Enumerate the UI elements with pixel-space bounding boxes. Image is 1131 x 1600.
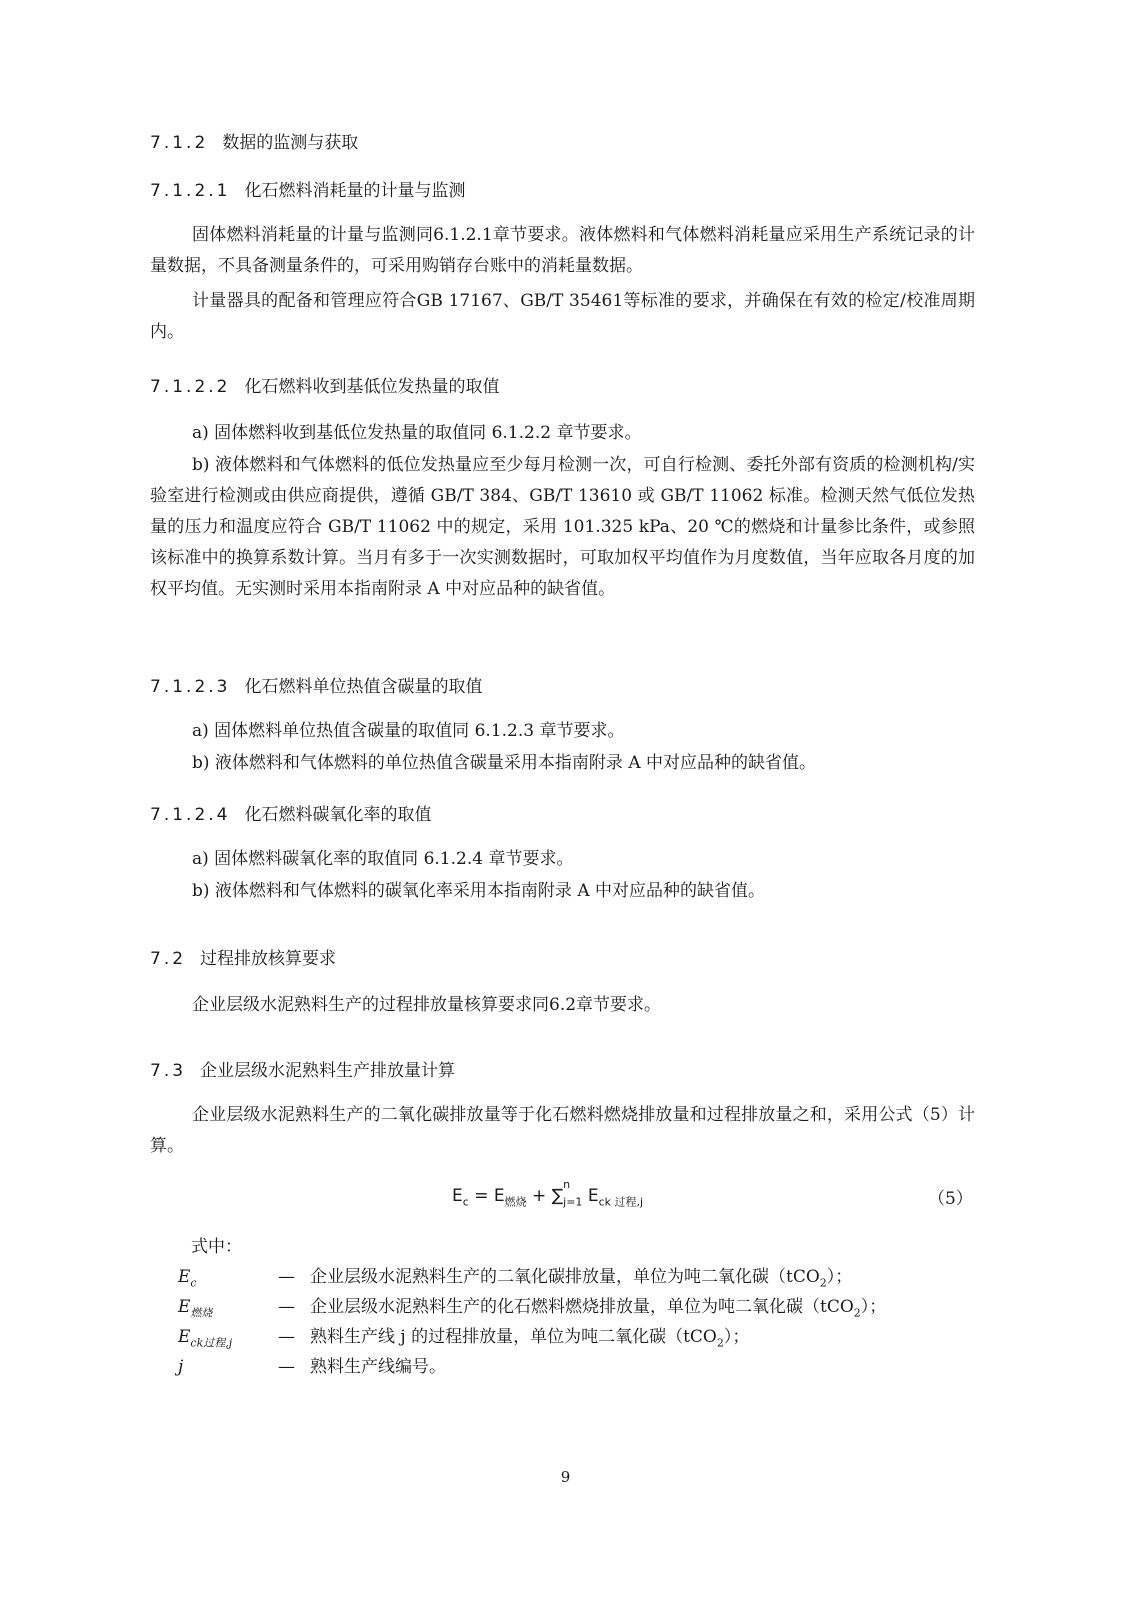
formula-sum-upper: n — [563, 1178, 571, 1191]
formula-sum-symbol: ∑ — [551, 1186, 564, 1206]
paragraph-process-emission: 企业层级水泥熟料生产的过程排放量核算要求同6.2章节要求。 — [192, 995, 662, 1015]
definition-row — [178, 1292, 886, 1320]
definition-dash: — — [278, 1297, 295, 1317]
definition-row — [178, 1262, 852, 1289]
definition-text: 企业层级水泥熟料生产的化石燃料燃烧排放量，单位为吨二氧化碳（tCO$_2$）； — [310, 1297, 887, 1320]
paragraph-total-emission: 企业层级水泥熟料生产的二氧化碳排放量等于化石燃料燃烧排放量和过程排放量之和，采用公式（5）计算。 — [150, 1105, 975, 1156]
formula-plus: + — [526, 1186, 552, 1206]
list-item-a: a) 固体燃料单位热值含碳量的取值同 6.1.2.3 章节要求。 — [192, 721, 625, 741]
paragraph-instruments: 计量器具的配备和管理应符合GB 17167、GB/T 35461等标准的要求，并确保在有效的检定/校准周期内。 — [150, 291, 975, 342]
paragraph-solid-fuel-measurement: 固体燃料消耗量的计量与监测同6.1.2.1章节要求。液体燃料和气体燃料消耗量应采用生产系统记录的计量数据，不具备测量条件的，可采用购销存台账中的消耗量数据。 — [150, 225, 975, 276]
formula-term-process-subscript: ck 过程,j — [598, 1195, 644, 1209]
section-number: 7.1.2.3 — [150, 677, 231, 697]
section-title: 化石燃料收到基低位发热量的取值 — [244, 377, 500, 397]
formula-term-combustion: E — [493, 1186, 505, 1206]
definition-symbol: j — [178, 1357, 184, 1377]
page-number: 9 — [560, 1468, 571, 1486]
equation-number: （5） — [928, 1189, 973, 1209]
heading-7-1-2-1 — [150, 176, 465, 201]
formula-lhs-subscript: c — [462, 1195, 469, 1209]
list-item-a: a) 固体燃料收到基低位发热量的取值同 6.1.2.2 章节要求。 — [192, 423, 642, 443]
formula-term-combustion-subscript: 燃烧 — [504, 1195, 527, 1209]
list-item-b: b) 液体燃料和气体燃料的碳氧化率采用本指南附录 A 中对应品种的缺省值。 — [192, 881, 766, 901]
definition-dash: — — [278, 1327, 295, 1347]
definition-text: 企业层级水泥熟料生产的二氧化碳排放量，单位为吨二氧化碳（tCO$_2$）； — [310, 1267, 853, 1290]
heading-7-3 — [150, 1056, 455, 1081]
section-title: 数据的监测与获取 — [222, 133, 359, 153]
section-number: 7.1.2.1 — [150, 181, 231, 201]
section-number: 7.2 — [150, 949, 187, 969]
definition-text: 熟料生产线编号。 — [310, 1357, 446, 1377]
emission-formula — [452, 1178, 644, 1209]
definition-dash: — — [278, 1357, 295, 1377]
heading-7-1-2-4 — [150, 800, 431, 825]
definition-symbol: $E_{燃烧}$ — [178, 1297, 213, 1320]
definition-symbol: $E_c$ — [178, 1267, 197, 1290]
heading-7-1-2-3 — [150, 672, 482, 697]
definition-row — [178, 1352, 446, 1379]
definition-dash: — — [278, 1267, 295, 1287]
section-number: 7.1.2.2 — [150, 377, 231, 397]
formula-lhs: E — [452, 1186, 463, 1206]
formula-equals: = — [468, 1186, 494, 1206]
formula-term-process: E — [582, 1186, 599, 1206]
section-title: 化石燃料碳氧化率的取值 — [244, 805, 432, 825]
list-item-b: b) 液体燃料和气体燃料的单位热值含碳量采用本指南附录 A 中对应品种的缺省值。 — [192, 753, 817, 773]
section-title: 化石燃料消耗量的计量与监测 — [244, 181, 466, 201]
section-title: 过程排放核算要求 — [200, 949, 337, 969]
heading-7-1-2 — [150, 128, 358, 153]
definition-row — [178, 1322, 749, 1350]
list-item-a: a) 固体燃料碳氧化率的取值同 6.1.2.4 章节要求。 — [192, 849, 574, 869]
formula-sum-lower: j=1 — [563, 1195, 583, 1209]
section-number: 7.1.2 — [150, 133, 209, 153]
section-number: 7.3 — [150, 1061, 187, 1081]
definition-text: 熟料生产线 j 的过程排放量，单位为吨二氧化碳（tCO$_2$）； — [310, 1327, 750, 1350]
definitions-label: 式中： — [191, 1237, 242, 1257]
section-title: 化石燃料单位热值含碳量的取值 — [244, 677, 483, 697]
heading-7-1-2-2 — [150, 372, 499, 397]
section-number: 7.1.2.4 — [150, 805, 231, 825]
section-title: 企业层级水泥熟料生产排放量计算 — [200, 1061, 456, 1081]
heading-7-2 — [150, 944, 336, 969]
list-item-b: b) 液体燃料和气体燃料的低位发热量应至少每月检测一次，可自行检测、委托外部有资质的检测机构/实验室进行检测或由供应商提供，遵循 GB/T 384、GB/T 13610 或 GB/T 11062 标准。检测天然气低位发热量的压力和温度应符合 GB/T 11062 中的规定，采用 101.325 kPa、20 ℃的燃烧和计量参比条件，或参照该标准中的换算系数计算。当月有多于一次实测数据时，可取加权平均值作为月度数值，当年应取各月度的加权平均值。无实测时采用本指南附录 A 中对应品种的缺省值。 — [150, 455, 975, 599]
definition-symbol: $E_{ck过程,j}$ — [178, 1327, 233, 1350]
